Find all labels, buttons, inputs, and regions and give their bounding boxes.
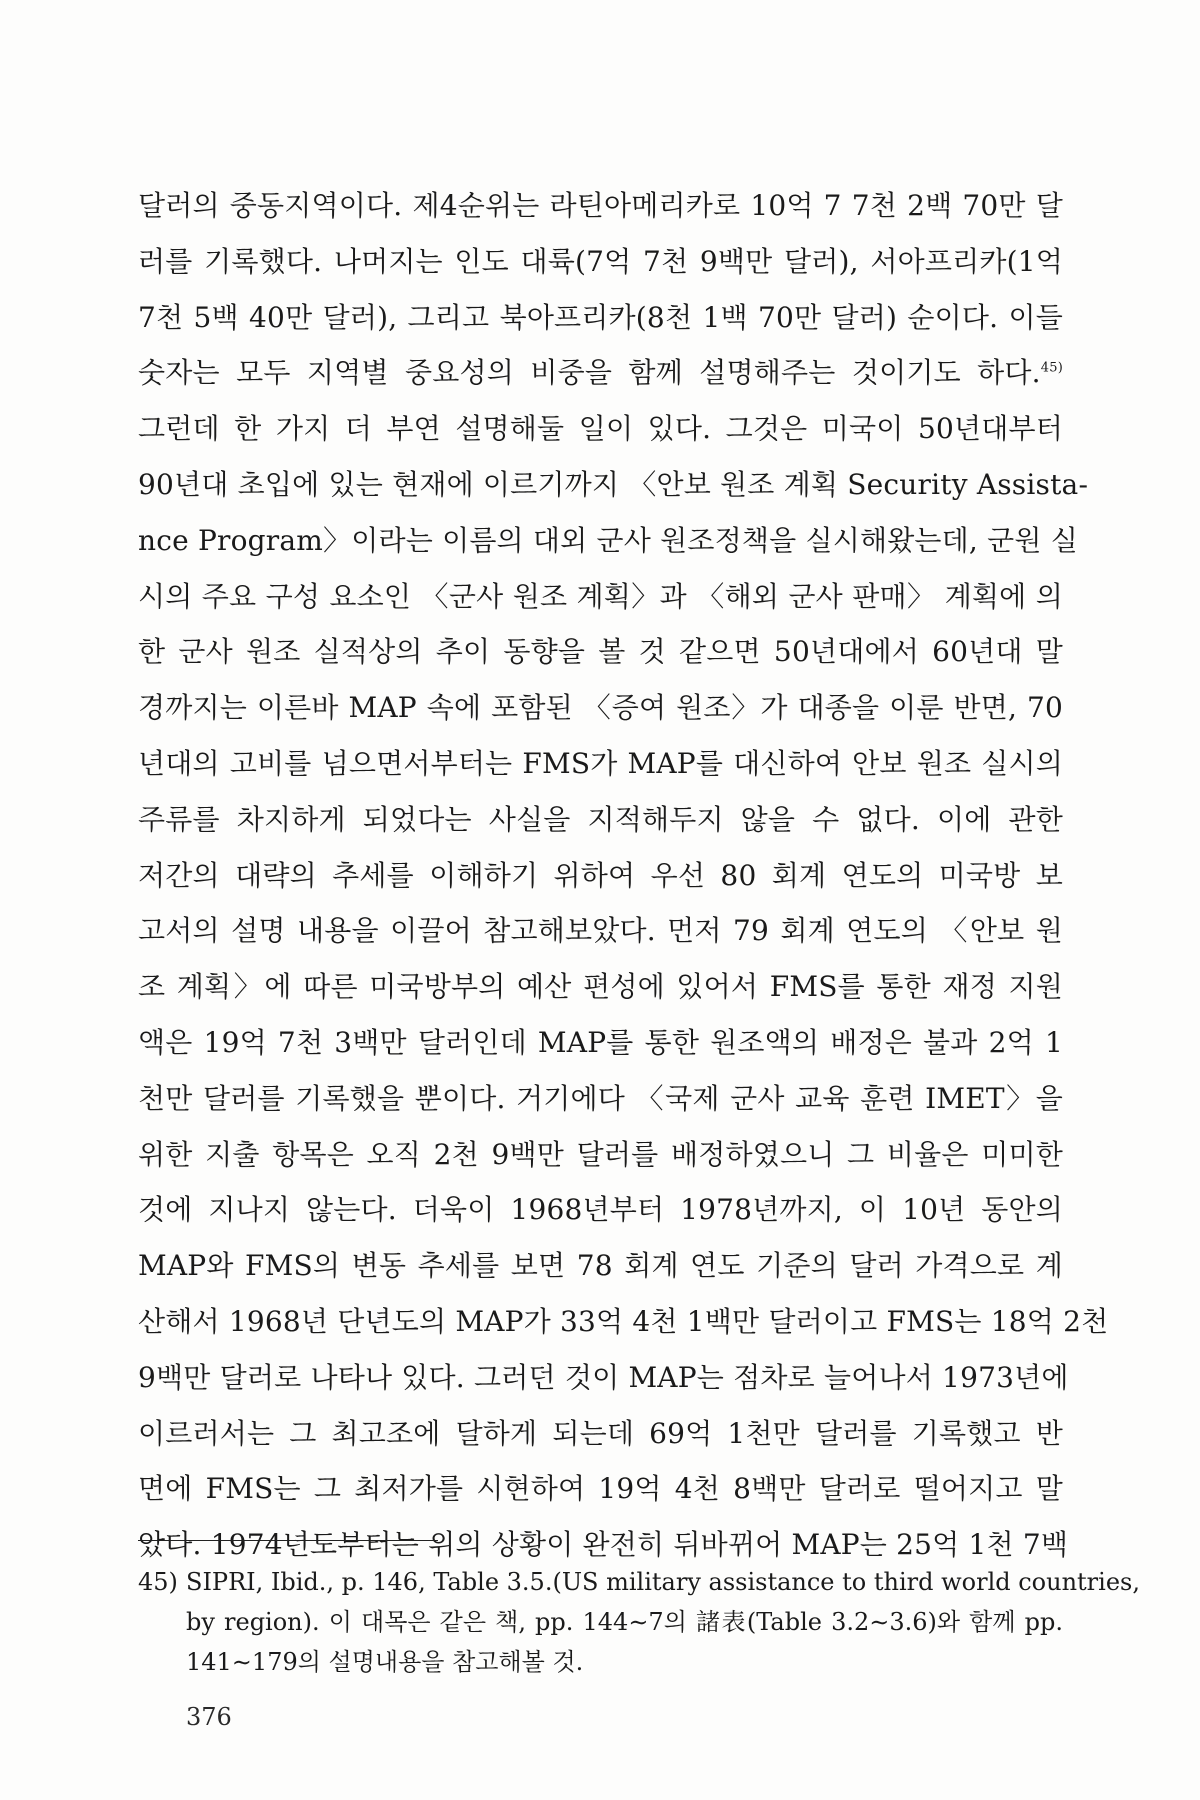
text-line: 시의 주요 구성 요소인 〈군사 원조 계획〉과 〈해외 군사 판매〉 계획에 의 xyxy=(138,579,1063,613)
text-line: 저간의 대략의 추세를 이해하기 위하여 우선 80 회계 연도의 미국방 보 xyxy=(138,858,1063,892)
text-line: 9백만 달러로 나타나 있다. 그러던 것이 MAP는 점차로 늘어나서 1973년에 xyxy=(138,1360,1069,1394)
text-line: 조 계획〉에 따른 미국방부의 예산 편성에 있어서 FMS를 통한 재정 지원 xyxy=(138,970,1063,1004)
footnote-line: by region). 이 대목은 같은 책, pp. 144∼7의 諸表(Table 3.2∼3.6)와 함께 pp. xyxy=(186,1608,1063,1636)
text-line: 달러의 중동지역이다. 제4순위는 라틴아메리카로 10억 7 7천 2백 70만 달 xyxy=(138,189,1063,222)
text-line-content: 숫자는 모두 지역별 중요성의 비중을 함께 설명해주는 것이기도 하다. xyxy=(138,356,1041,390)
page-number: 376 xyxy=(186,1703,232,1731)
text-line: 경까지는 이른바 MAP 속에 포함된 〈증여 원조〉가 대종을 이룬 반면, 70 xyxy=(138,691,1063,725)
text-line: 산해서 1968년 단년도의 MAP가 33억 4천 1백만 달러이고 FMS는 18억 2천 xyxy=(138,1304,1109,1338)
text-line-with-footnote xyxy=(138,345,1063,401)
footnote xyxy=(138,1562,1140,1682)
footnote-line: 141∼179의 설명내용을 참고해볼 것. xyxy=(186,1648,584,1676)
text-line: 천만 달러를 기록했을 뿐이다. 거기에다 〈국제 군사 교육 훈련 IMET〉을 xyxy=(138,1081,1063,1115)
text-line: 것에 지나지 않는다. 더욱이 1968년부터 1978년까지, 이 10년 동안의 xyxy=(138,1193,1063,1227)
footnote-reference: 45) xyxy=(1040,361,1063,377)
text-line: 그런데 한 가지 더 부연 설명해둘 일이 있다. 그것은 미국이 50년대부터 xyxy=(138,412,1063,446)
text-line: 았다. 1974년도부터는 위의 상황이 완전히 뒤바뀌어 MAP는 25억 1천 7백 xyxy=(138,1528,1069,1562)
footnote-number: 45) xyxy=(138,1568,178,1596)
text-line: 주류를 차지하게 되었다는 사실을 지적해두지 않을 수 없다. 이에 관한 xyxy=(138,802,1063,836)
footnote-line xyxy=(138,1562,1140,1602)
text-line: 90년대 초입에 있는 현재에 이르기까지 〈안보 원조 계획 Security Assista- xyxy=(138,467,1089,501)
footnote-text: SIPRI, Ibid., p. 146, Table 3.5.(US military assistance to third world countries, xyxy=(186,1568,1140,1596)
text-line: 러를 기록했다. 나머지는 인도 대륙(7억 7천 9백만 달러), 서아프리카(1억 xyxy=(138,244,1063,278)
text-line: 고서의 설명 내용을 이끌어 참고해보았다. 먼저 79 회계 연도의 〈안보 원 xyxy=(138,914,1063,948)
text-line: 년대의 고비를 넘으면서부터는 FMS가 MAP를 대신하여 안보 원조 실시의 xyxy=(138,746,1063,780)
text-line: 7천 5백 40만 달러), 그리고 북아프리카(8천 1백 70만 달러) 순이다. 이들 xyxy=(138,300,1063,334)
text-line: 이르러서는 그 최고조에 달하게 되는데 69억 1천만 달러를 기록했고 반 xyxy=(138,1416,1063,1450)
text-line: 액은 19억 7천 3백만 달러인데 MAP를 통한 원조액의 배정은 불과 2억 1 xyxy=(138,1025,1063,1059)
body-text xyxy=(138,178,1109,1573)
text-line: 면에 FMS는 그 최저가를 시현하여 19억 4천 8백만 달러로 떨어지고 말 xyxy=(138,1472,1063,1506)
text-line: nce Program〉이라는 이름의 대외 군사 원조정책을 실시해왔는데, 군원 실 xyxy=(138,523,1078,557)
text-line: 위한 지출 항목은 오직 2천 9백만 달러를 배정하였으니 그 비율은 미미한 xyxy=(138,1137,1063,1171)
footnote-divider xyxy=(138,1540,438,1541)
text-line: 한 군사 원조 실적상의 추이 동향을 볼 것 같으면 50년대에서 60년대 말 xyxy=(138,635,1063,669)
text-line: MAP와 FMS의 변동 추세를 보면 78 회계 연도 기준의 달러 가격으로 계 xyxy=(138,1249,1063,1283)
